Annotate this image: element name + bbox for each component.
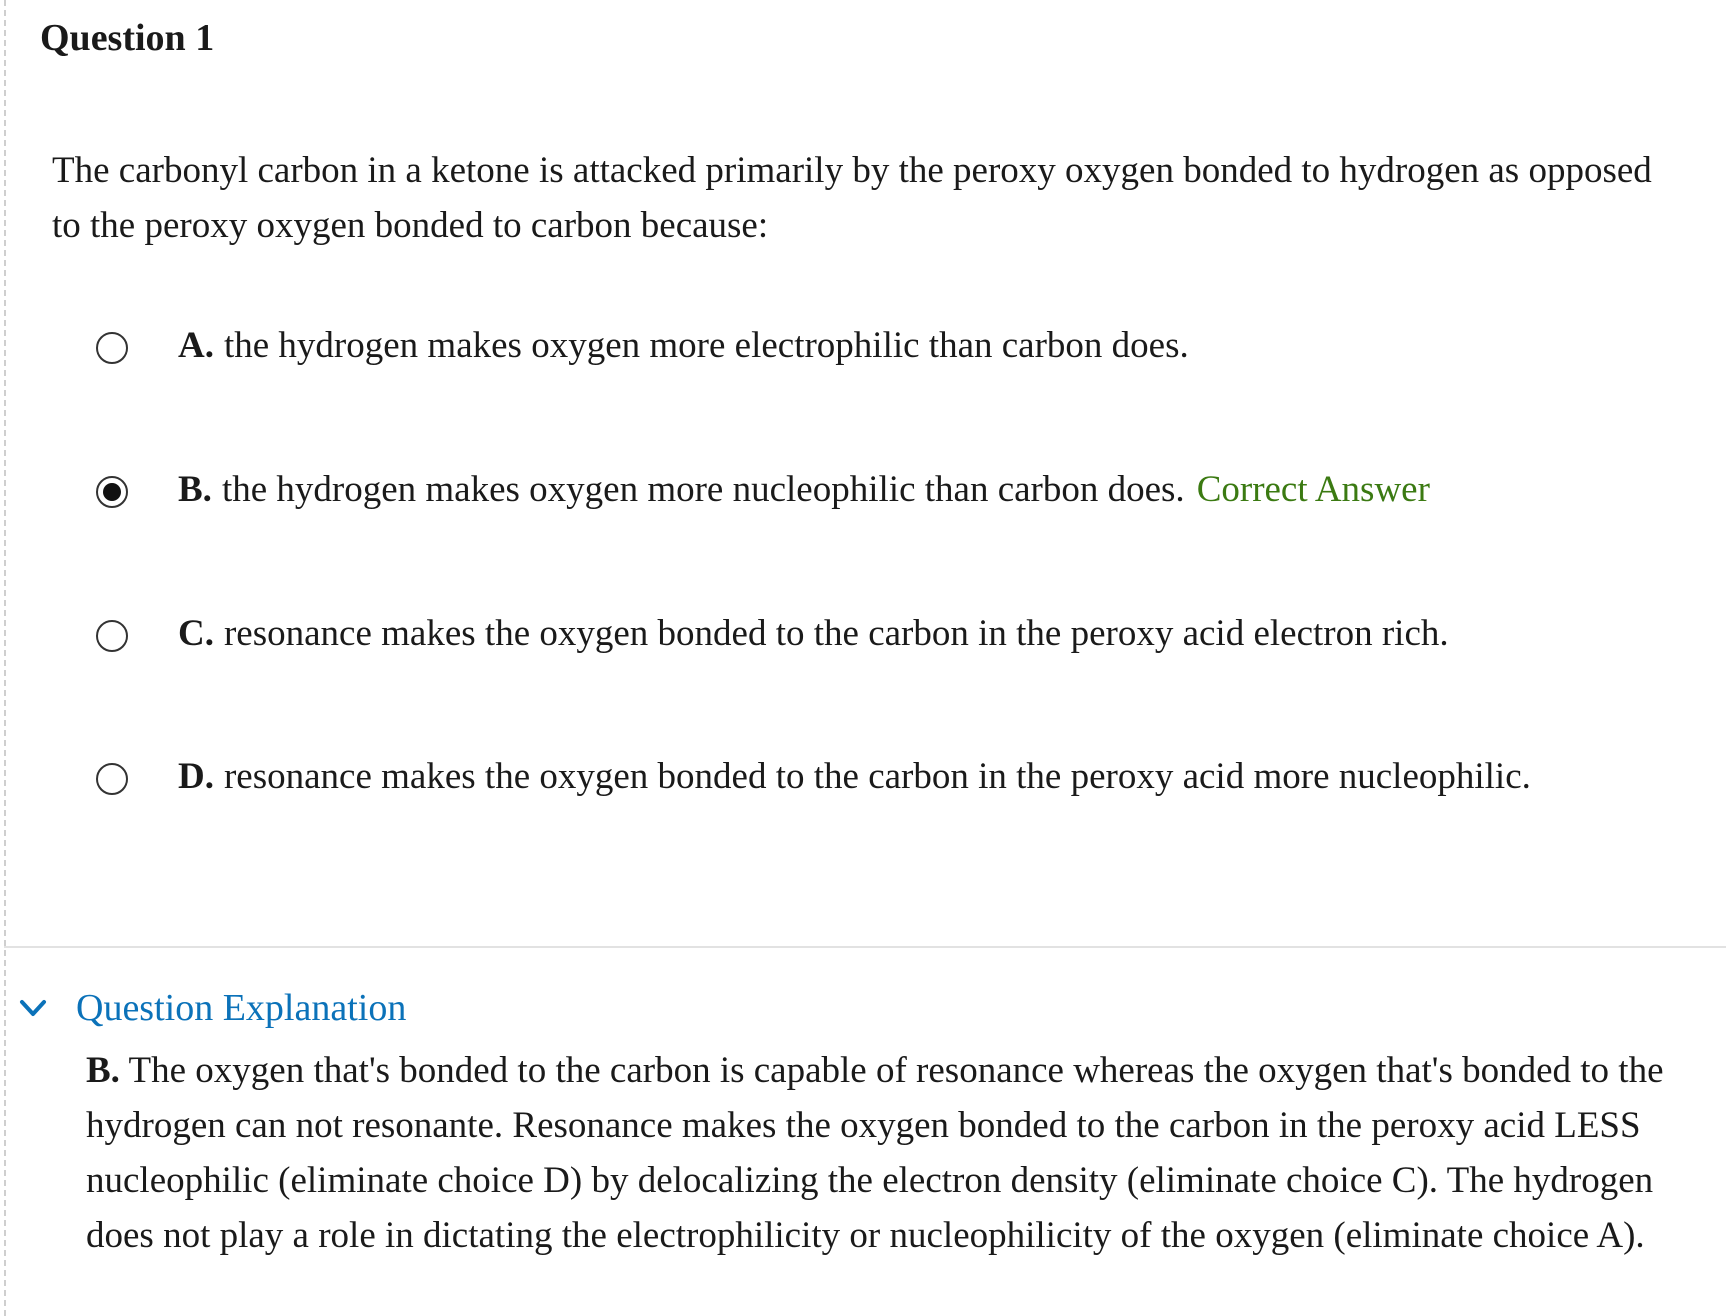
choice-a[interactable] — [96, 316, 1656, 376]
choice-b[interactable] — [96, 460, 1656, 520]
radio-button-b-selected[interactable] — [96, 476, 128, 508]
choice-d-letter: D. — [178, 756, 214, 797]
radio-button-a[interactable] — [96, 332, 128, 364]
left-border-divider — [4, 0, 6, 1316]
choice-a-label — [178, 316, 1189, 376]
radio-button-d[interactable] — [96, 763, 128, 795]
choice-d-label — [178, 747, 1531, 807]
question-explanation-toggle[interactable] — [18, 980, 406, 1036]
choice-a-text: the hydrogen makes oxygen more electrophilic than carbon does. — [223, 325, 1189, 366]
question-title: Question 1 — [40, 17, 215, 59]
explanation-answer-prefix: B. — [86, 1050, 120, 1091]
choice-d-text: resonance makes the oxygen bonded to the carbon in the peroxy acid more nucleophilic. — [223, 756, 1531, 797]
choice-c-text: resonance makes the oxygen bonded to the carbon in the peroxy acid electron rich. — [223, 613, 1449, 654]
choice-b-text: the hydrogen makes oxygen more nucleophilic than carbon does. — [221, 469, 1185, 510]
correct-answer-tag: Correct Answer — [1196, 469, 1430, 510]
explanation-toggle-label: Question Explanation — [76, 987, 407, 1029]
question-text: The carbonyl carbon in a ketone is attacked primarily by the peroxy oxygen bonded to hydrogen as opposed to the peroxy oxygen bonded to carbon because: — [52, 150, 1652, 246]
explanation-text — [86, 1043, 1706, 1263]
explanation-body-text: The oxygen that's bonded to the carbon is capable of resonance whereas the oxygen that's bonded to the hydrogen can not resonante. Resonance makes the oxygen bonded to the carbon in the peroxy acid LESS nucleophilic (eliminate choice D) by delocalizing the electron density (eliminate choice C). The hydrogen does not play a role in dictating the electrophilicity or nucleophilicity of the oxygen (eliminate choice A). — [86, 1050, 1664, 1256]
choice-b-label — [178, 460, 1430, 520]
choice-a-letter: A. — [178, 325, 214, 366]
choice-c-label — [178, 604, 1449, 664]
radio-button-c[interactable] — [96, 620, 128, 652]
section-divider — [4, 946, 1726, 948]
chevron-down-icon — [18, 993, 48, 1023]
choice-b-letter: B. — [178, 469, 212, 510]
choice-c-letter: C. — [178, 613, 214, 654]
choice-c[interactable] — [96, 604, 1656, 664]
choice-d[interactable] — [96, 747, 1656, 807]
